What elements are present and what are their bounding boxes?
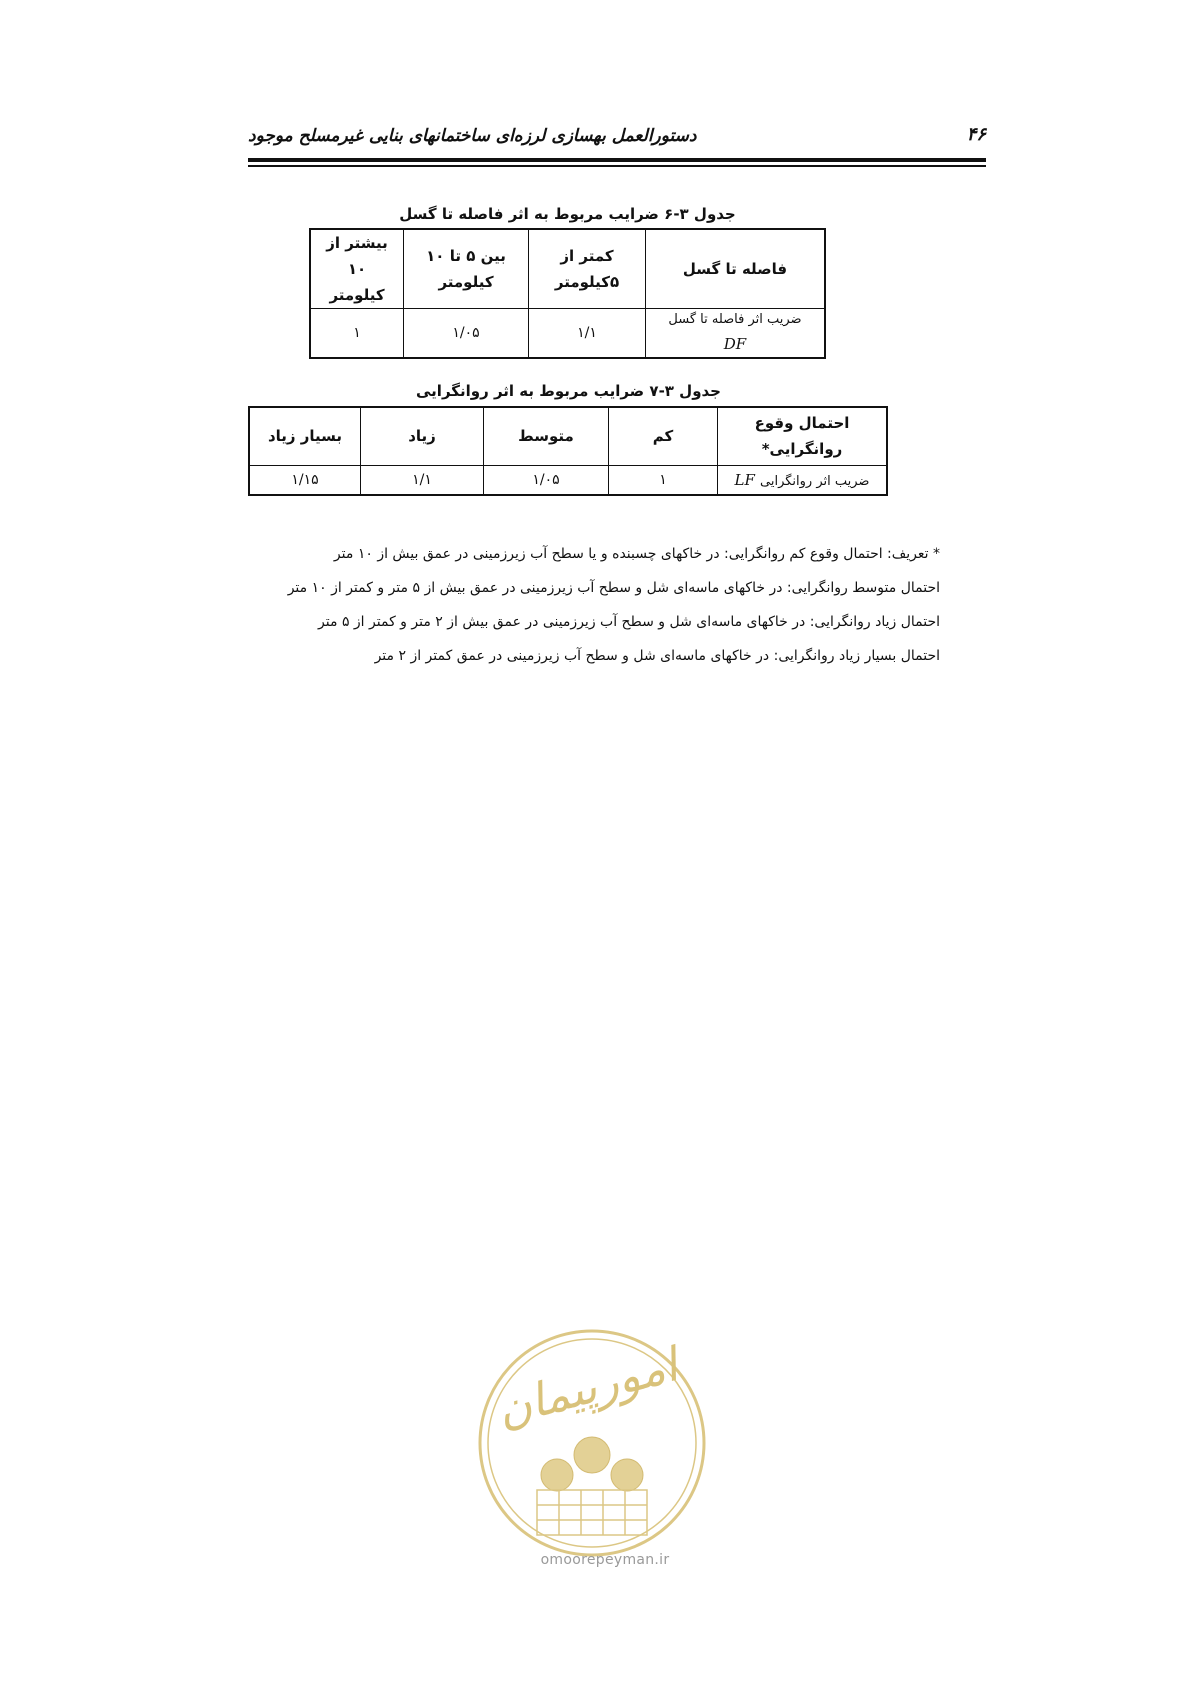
value-cell: ۱ (609, 465, 718, 495)
value-cell: ۱/۱ (529, 309, 646, 359)
note-line: احتمال متوسط روانگرایی: در خاکهای ماسه‌ای شل و سطح آب زیرزمینی در عمق بیش از ۵ متر و کمتر از ۱۰ متر (287, 580, 940, 596)
value-cell: ۱/۰۵ (404, 309, 529, 359)
book-title: دستورالعمل بهسازی لرزه‌ای ساختمانهای بنایی غیرمسلح موجود (248, 126, 697, 146)
header-rule-thin (248, 165, 986, 167)
note-line: * تعریف: احتمال وقوع کم روانگرایی: در خاکهای چسبنده و یا سطح آب زیرزمینی در عمق بیش از ۱۰ متر (333, 546, 940, 562)
liquefaction-table (248, 406, 888, 496)
header-cell: کم (609, 407, 718, 465)
header-cell: متوسط (484, 407, 609, 465)
liquefaction-notes (250, 537, 940, 673)
table2-caption: جدول ۳-۷ ضرایب مربوط به اثر روانگرایی (416, 382, 721, 400)
value-cell: ۱/۰۵ (484, 465, 609, 495)
page-number: ۴۶ (966, 124, 986, 145)
header-cell: کمتر از ۵کیلومتر (529, 229, 646, 309)
watermark-url: omoorepeyman.ir (540, 1552, 670, 1568)
header-cell: بین ۵ تا ۱۰ کیلومتر (404, 229, 529, 309)
page-header (248, 124, 986, 152)
header-cell: احتمال وقوع روانگرایی* (718, 407, 888, 465)
value-cell: ۱/۱۵ (249, 465, 361, 495)
note-line: احتمال زیاد روانگرایی: در خاکهای ماسه‌ای شل و سطح آب زیرزمینی در عمق بیش از ۲ متر و کمتر از ۵ متر (318, 614, 940, 630)
header-cell: بیشتر از ۱۰ کیلومتر (310, 229, 404, 309)
value-cell: ۱ (310, 309, 404, 359)
note-line: احتمال بسیار زیاد روانگرایی: در خاکهای ماسه‌ای شل و سطح آب زیرزمینی در عمق کمتر از ۲ متر (374, 648, 940, 664)
header-rule-thick (248, 158, 986, 162)
table-row (249, 465, 887, 495)
row-label-cell: ضریب اثر فاصله تا گسل DF (646, 309, 826, 359)
logo-script-text: امورپیمان (490, 1337, 684, 1438)
table-row (310, 229, 825, 309)
table-row (310, 309, 825, 359)
row-label-cell: ضریب اثر روانگرایی LF (718, 465, 888, 495)
header-cell: فاصله تا گسل (646, 229, 826, 309)
header-cell: زیاد (361, 407, 484, 465)
header-cell: بسیار زیاد (249, 407, 361, 465)
value-cell: ۱/۱ (361, 465, 484, 495)
table1-caption: جدول ۳-۶ ضرایب مربوط به اثر فاصله تا گسل (399, 205, 736, 223)
table-row (249, 407, 887, 465)
fault-distance-table (309, 228, 826, 359)
